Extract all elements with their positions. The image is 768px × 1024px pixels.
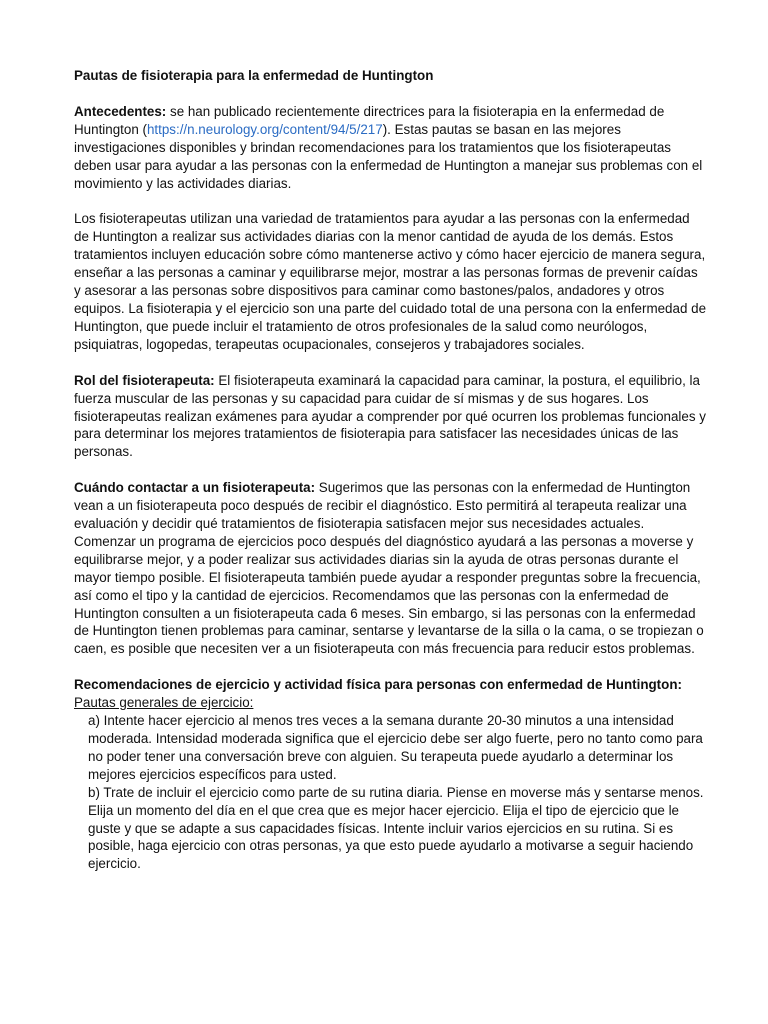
cuando-lead: Cuándo contactar a un fisioterapeuta:: [74, 480, 316, 496]
exercise-item-a: a) Intente hacer ejercicio al menos tres veces a la semana durante 20-30 minutos a una intensidad moderada. Intensidad moderada significa que el ejercicio debe ser algo fuerte, pero no tanto como para no poder tener una conversación breve con alguien. Su terapeuta puede ayudarlo a determinar los mejores ejercicios específicos para usted.: [88, 713, 703, 782]
recomendaciones-heading: Recomendaciones de ejercicio y actividad física para personas con enfermedad de Huntington:: [74, 677, 682, 693]
antecedentes-text-1: se han publicado recientemente directrices para la fisioterapia en la enfermedad de Huntington (: [74, 103, 665, 137]
document-title: Pautas de fisioterapia para la enfermedad de Huntington: [74, 68, 434, 83]
cuando-text: Sugerimos que las personas con la enfermedad de Huntington vean a un fisioterapeuta poco después de recibir el diagnóstico. Esto permitirá al terapeuta realizar una evaluación y decidir qué tratamientos de fisioterapia satisfacen mejor sus necesidades actuales. Comenzar un programa de ejercicios poco después del diagnóstico ayudará a las personas a moverse y equilibrarse mejor, y a poder realizar sus actividades diarias sin la ayuda de otras personas durante el mayor tiempo posible. El fisioterapeuta también puede ayudar a responder preguntas sobre la frecuencia, así como el tipo y la cantidad de ejercicios. Recomendamos que las personas con la enfermedad de Huntington consulten a un fisioterapeuta cada 6 meses. Sin embargo, si las personas con la enfermedad de Huntington tienen problemas para caminar, sentarse y levantarse de la silla o la cama, o se tropiezan o caen, es posible que necesiten ver a un fisioterapeuta con más frecuencia para reducir estos problemas.: [74, 480, 704, 657]
antecedentes-paragraph: [74, 103, 708, 193]
treatments-paragraph: Los fisioterapeutas utilizan una variedad de tratamientos para ayudar a las personas con la enfermedad de Huntington a realizar sus actividades diarias con la menor cantidad de ayuda de los demás. Estos tratamientos incluyen educación sobre cómo mantenerse activo y cómo hacer ejercicio de manera segura, enseñar a las personas a caminar y equilibrarse mejor, mostrar a las personas formas de prevenir caídas y asesorar a las personas sobre dispositivos para caminar como bastones/palos, andadores y otros equipos. La fisioterapia y el ejercicio son una parte del cuidado total de una persona con la enfermedad de Huntington, que puede incluir el tratamiento de otros profesionales de la salud como neurólogos, psiquiatras, logopedas, terapeutas ocupacionales, consejeros y trabajadores sociales.: [74, 211, 707, 352]
antecedentes-lead: Antecedentes:: [74, 103, 167, 119]
rol-text: El fisioterapeuta examinará la capacidad para caminar, la postura, el equilibrio, la fuerza muscular de las personas y su capacidad para cuidar de sí mismas y de sus hogares. Los fisioterapeutas realizan exámenes para ayudar a comprender por qué ocurren los problemas funcionales y para determinar los mejores tratamientos de fisioterapia para satisfacer las necesidades únicas de las personas.: [74, 372, 706, 460]
rol-lead: Rol del fisioterapeuta:: [74, 372, 215, 388]
exercise-item-b: b) Trate de incluir el ejercicio como parte de su rutina diaria. Piense en moverse más y sentarse menos. Elija un momento del día en el que crea que es mejor hacer ejercicio. Elija el tipo de ejercicio que le guste y que se adapte a sus capacidades físicas. Intente incluir varios ejercicios en su rutina. Si es posible, haga ejercicio con otras personas, ya que esto puede ayudarlo a motivarse a seguir haciendo ejercicio.: [88, 784, 704, 872]
rol-paragraph: [74, 372, 708, 462]
antecedentes-text-2: ). Estas pautas se basan en las mejores investigaciones disponibles y brindan recomendaciones para los tratamientos que los fisioterapeutas deben usar para ayudar a las personas con la enfermedad de Huntington a manejar sus problemas con el movimiento y las actividades diarias.: [74, 121, 703, 191]
cuando-paragraph: [74, 479, 708, 658]
recomendaciones-section: [74, 676, 708, 873]
guidelines-link[interactable]: https://n.neurology.org/content/94/5/217: [146, 121, 383, 137]
pautas-generales-subheading: Pautas generales de ejercicio:: [74, 695, 254, 711]
